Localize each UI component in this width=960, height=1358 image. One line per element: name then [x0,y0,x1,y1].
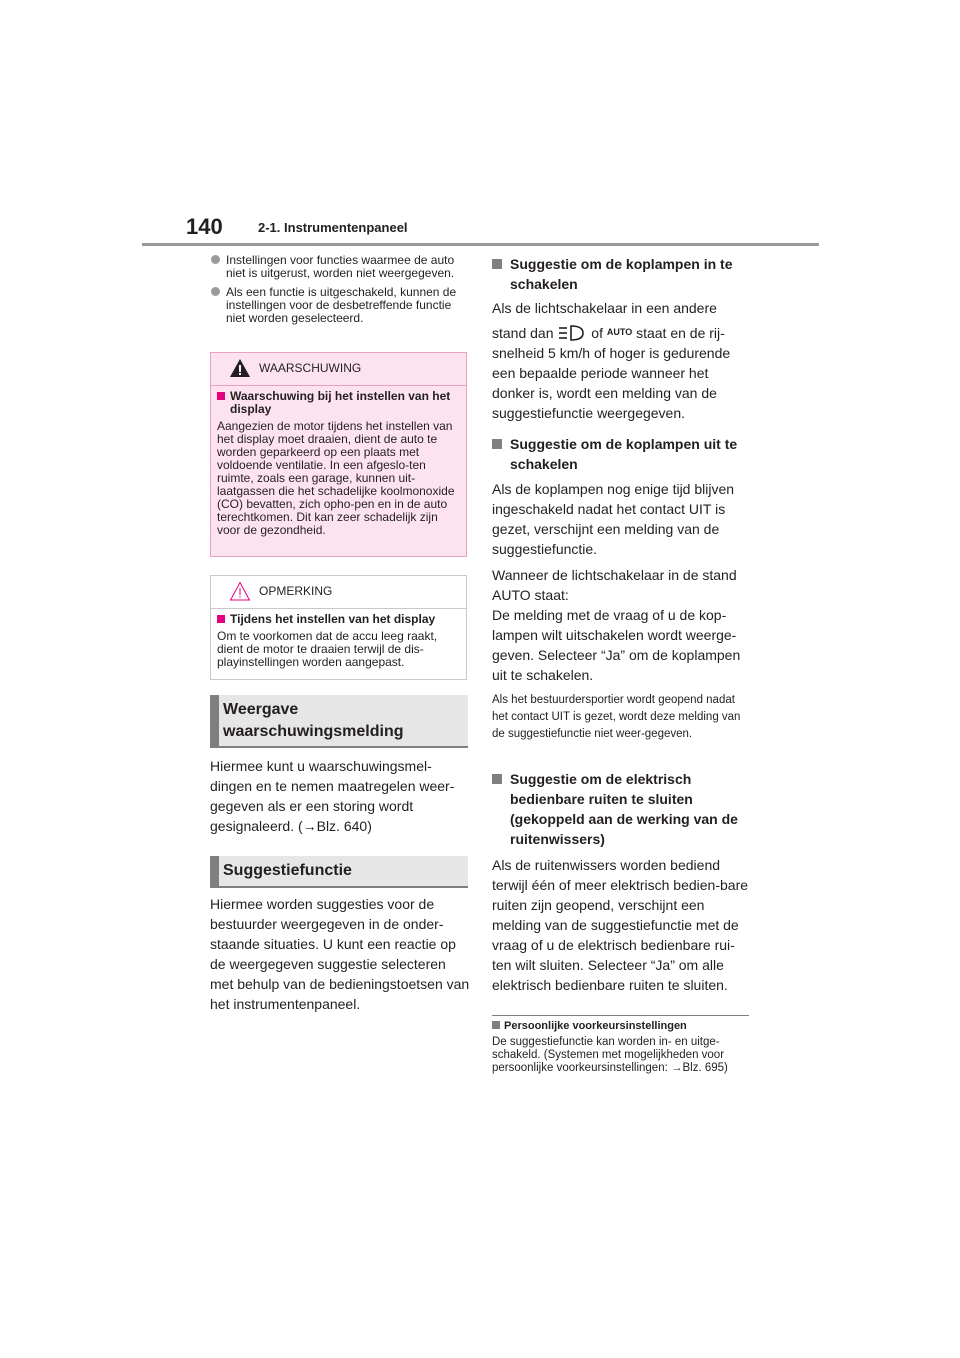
para-text: De melding met de vraag of u de kop-lampen wilt uitschakelen wordt weerge-geven. Selecteer “Ja” om de koplampen uit te schakelen. [492,607,741,683]
warning-title-row [211,353,466,386]
bullet-dot-icon [211,255,220,264]
section-heading-text [223,699,403,743]
para-text: stand dan [492,325,554,341]
caution-triangle-icon [229,581,251,601]
right-para-3 [492,565,754,685]
right-para-1 [492,298,754,423]
subheading-koplampen-uit [492,434,750,474]
persoonlijke-body: De suggestiefunctie kan worden in- en uitge-schakeld. (Systemen met mogelijkheden voor persoonlijke voorkeursinstellingen: →Blz. 695) [492,1036,728,1074]
section-heading-suggestiefunctie [210,856,468,888]
gray-square-icon [492,774,502,784]
para-text: of [591,325,603,341]
para-text: staat en de rij- [636,325,725,341]
warning-text: Aangezien de motor tijdens het instellen van het display moet draaien, dient de auto te worden geparkeerd op een plaats met voldoende ventilatie. In een afgeslo-ten ruimte, zoals een garage, kunnen uit-laatgassen die het schadelijke koolmonoxide (CO) bevatten, zich opho-pen en in de auto terechtkomen. Dit kan zeer schadelijk zijn voor de gezondheid. [217,419,455,537]
gray-square-icon [492,1021,500,1029]
note-title-row [211,576,466,609]
subheading-koplampen-in [492,254,750,294]
warning-box [210,352,467,557]
subheading-text: Suggestie om de koplampen uit te schakelen [510,436,738,472]
page-number: 140 [186,214,223,239]
para-line-icons [492,322,754,343]
section2-body: Hiermee worden suggesties voor de bestuurder weergegeven in de onder-staande situaties. U kunt een reactie op de weergegeven suggestie selecteren met behulp van de bedieningstoetsen van het instrumentenpaneel. [210,896,470,1012]
section-heading-text: Suggestiefunctie [223,862,352,879]
subheading-ruiten [492,769,750,849]
subheading-text: Suggestie om de koplampen in te schakelen [510,256,733,292]
para-text: snelheid 5 km/h of hoger is gedurende een bepaalde periode wanneer het donker is, wordt een melding van de suggestiefunctie weergegeven. [492,345,731,421]
list-item [210,254,472,280]
section-heading-line: Weergave [223,701,299,718]
bullet-dot-icon [211,287,220,296]
note-text: Om te voorkomen dat de accu leeg raakt, dient de motor te draaien terwijl de dis-playinstellingen worden aangepast. [217,629,438,669]
persoonlijke-heading-text: Persoonlijke voorkeursinstellingen [504,1020,687,1032]
pink-square-icon [217,392,225,400]
bullet-text: Instellingen voor functies waarmee de auto niet is uitgerust, worden niet weergegeven. [226,253,455,280]
section-bar [210,695,219,746]
right-para-4: Als de ruitenwissers worden bediend terwijl één of meer elektrisch bedien-bare ruiten zijn geopend, verschijnt een melding van de suggestiefunctie met de vraag of u de elektrisch bedienbare rui-ten wilt sluiten. Selecteer “Ja” om alle elektrisch bedienbare ruiten te sluiten. [492,857,749,993]
note-heading-text: Tijdens het instellen van het display [230,612,436,626]
para-text: Wanneer de lichtschakelaar in de stand AUTO staat: [492,567,737,603]
divider [492,1015,749,1016]
note-body [211,609,466,675]
auto-icon: AUTO [606,327,633,337]
bullet-text: Als een functie is uitgeschakeld, kunnen de instellingen voor de desbetreffende functie niet worden geselecteerd. [226,285,457,325]
bullet-list [210,254,472,331]
note-heading [217,613,460,626]
para-line: Als de lichtschakelaar in een andere [492,300,717,316]
gray-square-icon [492,439,502,449]
pink-square-icon [217,615,225,623]
section1-body: Hiermee kunt u waarschuwingsmel-dingen en te nemen maatregelen weer-gegeven als er een storing wordt gesignaleerd. (→Blz. 640) [210,758,455,834]
gray-square-icon [492,259,502,269]
persoonlijke-heading [492,1020,687,1032]
right-small-note: Als het bestuurdersportier wordt geopend nadat het contact UIT is gezet, wordt deze melding van de suggestiefunctie niet weer-gegeven. [492,694,741,740]
warning-title: WAARSCHUWING [259,361,362,375]
note-title: OPMERKING [259,584,333,598]
list-item [210,286,472,325]
section-title: 2-1. Instrumentenpaneel [258,220,408,235]
note-box [210,575,467,680]
header-rule [142,243,819,246]
headlight-icon [557,324,587,342]
warning-triangle-icon [229,358,251,378]
section-heading-weergave [210,695,468,748]
right-para-2: Als de koplampen nog enige tijd blijven ingeschakeld nadat het contact UIT is gezet, verschijnt een melding van de suggestiefunctie. [492,481,735,557]
warning-body [211,386,466,543]
section-heading-line: waarschuwingsmelding [223,723,404,740]
warning-heading [217,390,460,416]
warning-heading-text: Waarschuwing bij het instellen van het display [230,389,451,416]
section-bar [210,856,219,886]
subheading-text: Suggestie om de elektrisch bedienbare ruiten te sluiten (gekoppeld aan de werking van de ruitenwissers) [510,771,738,847]
